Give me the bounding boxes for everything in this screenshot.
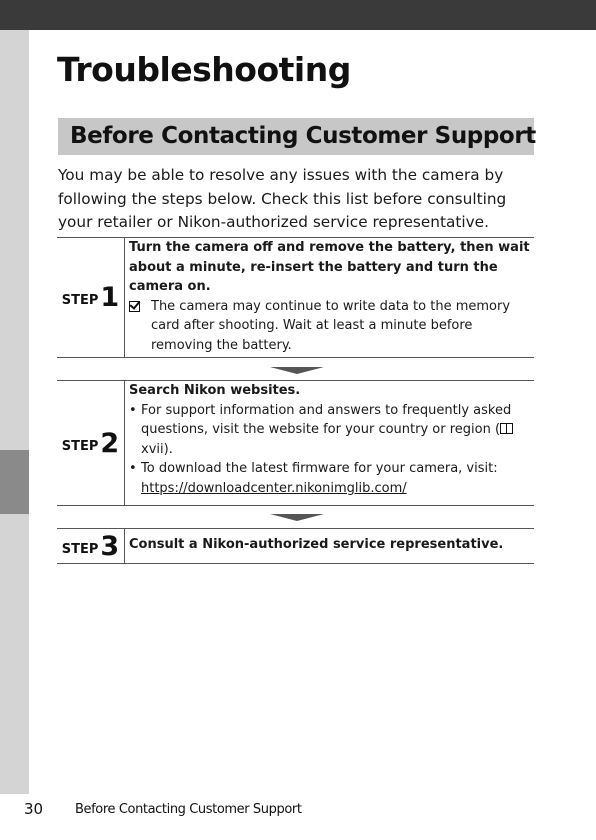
step-3-label bbox=[57, 529, 125, 563]
page-reference[interactable]: xvii bbox=[141, 441, 164, 457]
download-center-link[interactable]: https://downloadcenter.nikonimglib.com/ bbox=[141, 480, 407, 496]
step-2-box bbox=[57, 380, 534, 506]
step-number: 3 bbox=[100, 530, 120, 562]
section-heading: Before Contacting Customer Support bbox=[58, 118, 534, 155]
step-3-content bbox=[129, 535, 531, 555]
step-3-box bbox=[57, 528, 534, 564]
check-icon bbox=[129, 301, 140, 312]
step-2-label bbox=[57, 381, 125, 505]
step-1-box bbox=[57, 237, 534, 358]
bullet-text-end: ). bbox=[163, 441, 173, 457]
intro-paragraph: You may be able to resolve any issues with the camera by following the steps below. Check this list before consulting your retailer or Nikon-authorized service representative. bbox=[58, 166, 507, 231]
page-title: Troubleshooting bbox=[57, 50, 351, 89]
bullet-text: To download the latest firmware for your camera, visit: bbox=[141, 461, 498, 476]
down-arrow-icon bbox=[270, 367, 324, 374]
chapter-tab bbox=[0, 450, 29, 514]
page-footer bbox=[0, 794, 596, 840]
list-item bbox=[129, 401, 531, 460]
step-1-note bbox=[129, 297, 531, 356]
page-number: 30 bbox=[24, 800, 44, 818]
step-3-heading: Consult a Nikon-authorized service representative. bbox=[129, 537, 504, 552]
side-strip bbox=[0, 30, 29, 794]
step-1-label bbox=[57, 238, 125, 357]
step-1-note-text: The camera may continue to write data to the memory card after shooting. Wait at least a minute before removing the battery. bbox=[151, 298, 511, 353]
step-2-content bbox=[129, 381, 531, 498]
step-2-bullets bbox=[129, 401, 531, 499]
book-icon bbox=[500, 423, 513, 434]
step-1-heading: Turn the camera off and remove the battery, then wait about a minute, re-insert the battery and turn the camera on. bbox=[129, 240, 530, 294]
step-word: STEP bbox=[61, 293, 99, 308]
bullet-text: For support information and answers to frequently asked questions, visit the website for your country or region ( bbox=[141, 402, 512, 437]
running-title: Before Contacting Customer Support bbox=[75, 802, 302, 817]
step-1-content bbox=[129, 238, 531, 355]
step-word: STEP bbox=[61, 438, 99, 454]
list-item bbox=[129, 459, 531, 498]
step-number: 1 bbox=[100, 282, 120, 313]
down-arrow-icon bbox=[270, 514, 324, 521]
top-bar bbox=[0, 0, 596, 30]
step-word: STEP bbox=[61, 541, 99, 557]
step-number: 2 bbox=[100, 427, 120, 459]
step-2-heading: Search Nikon websites. bbox=[129, 383, 301, 398]
